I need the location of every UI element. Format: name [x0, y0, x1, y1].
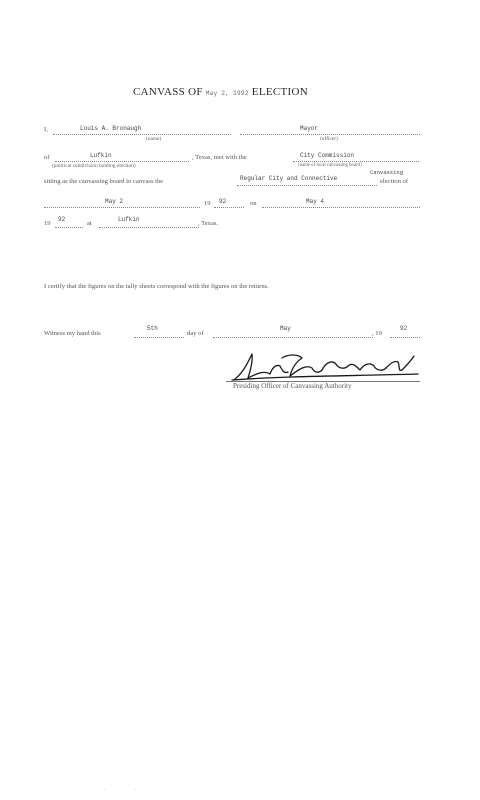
place-underline [55, 161, 189, 162]
line4-year-prefix: 19 [204, 200, 211, 207]
line2-mid-text: , Texas, met with the [192, 154, 247, 161]
name-underline [53, 134, 231, 135]
witness-year-underline [390, 337, 420, 338]
election-year: 92 [219, 198, 227, 205]
board-extra: Canvassing [370, 169, 404, 176]
witness-day: 5th [147, 325, 158, 332]
presiding-officer-name: Louis A. Bronaugh [80, 125, 142, 132]
signature-icon [226, 350, 421, 384]
scan-mark: · [134, 787, 136, 793]
line5-state: , Texas. [198, 220, 219, 227]
canvass-date: May 4 [306, 198, 325, 205]
witness-dayof: day of [187, 330, 204, 337]
year-underline-2 [55, 227, 83, 228]
line3-suffix: election of [380, 178, 409, 185]
line4-on: on [250, 200, 257, 207]
date-underline [44, 207, 200, 208]
witness-prefix: Witness my hand this [44, 330, 101, 337]
title-election-date: May 2, 1992 [205, 90, 249, 97]
month-underline [213, 337, 373, 338]
canvass-city: Lufkin [118, 216, 140, 223]
election-underline [237, 185, 377, 186]
signature-caption: Presiding Officer of Canvassing Authority [233, 382, 352, 390]
officer-title: Mayor [300, 125, 319, 132]
title-suffix: ELECTION [251, 86, 308, 98]
day-underline [134, 337, 184, 338]
year-underline-1 [214, 207, 244, 208]
line1-prefix: I, [44, 126, 48, 133]
political-subdivision: Lufkin [90, 152, 112, 159]
line3-text: sitting as the canvassing board to canvass the [44, 178, 164, 185]
scan-mark: · [104, 787, 106, 793]
city-underline [99, 227, 199, 228]
line5-year-prefix: 19 [44, 220, 51, 227]
officer-underline [240, 134, 420, 135]
line2-prefix: of [44, 154, 50, 161]
document-title [133, 86, 308, 98]
name-caption: (name) [146, 136, 162, 142]
witness-month: May [280, 325, 291, 332]
line5-at: at [87, 220, 92, 227]
election-date: May 2 [105, 198, 124, 205]
canvassing-board: City Commission [300, 152, 355, 159]
board-underline [293, 161, 419, 162]
board-caption: (name of local canvassing board) [298, 163, 362, 168]
date2-underline [262, 207, 420, 208]
election-name: Regular City and Connective [240, 175, 338, 182]
witness-year-prefix: , 19 [372, 330, 382, 337]
place-caption: (political subdivision holding election) [52, 163, 136, 169]
officer-caption: (officer) [320, 136, 338, 142]
canvass-year: 92 [58, 216, 66, 223]
witness-year: 92 [400, 325, 408, 332]
title-prefix: CANVASS OF [133, 86, 203, 98]
handwritten-signature [226, 350, 421, 384]
certification-statement: I certify that the figures on the tally sheets correspond with the figures on the returns. [44, 283, 269, 290]
